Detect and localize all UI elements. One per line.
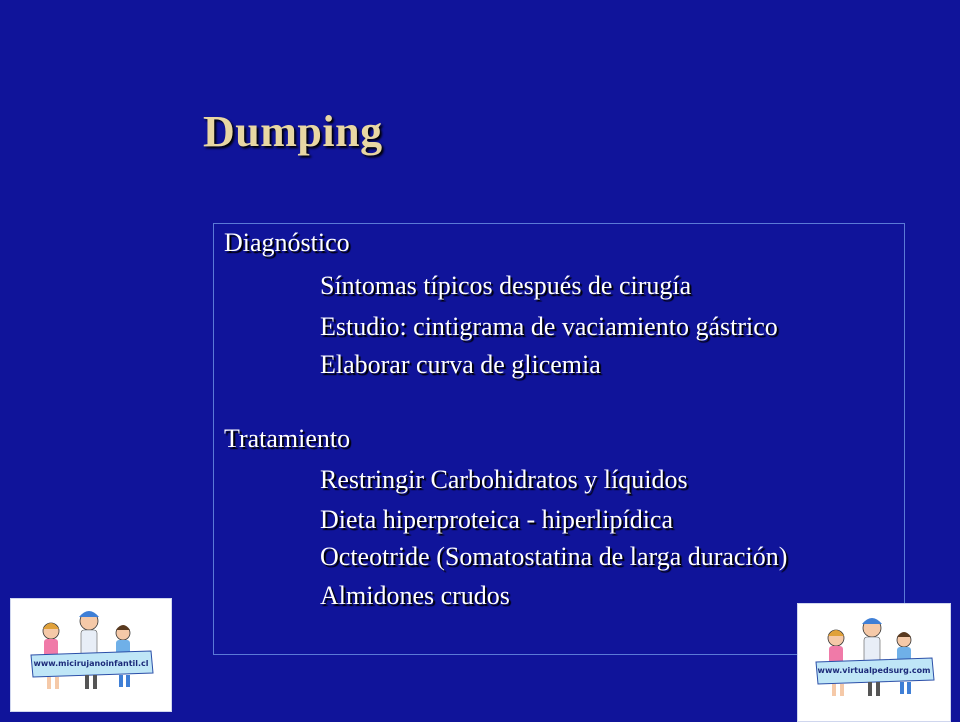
children-illustration-icon — [798, 604, 950, 721]
diagnostico-heading: Diagnóstico — [224, 228, 350, 257]
tratamiento-item: Octeotride (Somatostatina de larga duración) — [320, 542, 788, 571]
tratamiento-item: Dieta hiperproteica - hiperlipídica — [320, 505, 674, 534]
content-box — [213, 223, 905, 655]
children-illustration-icon — [11, 599, 171, 711]
left-logo-url: www.micirujanoinfantil.cl — [33, 659, 149, 668]
micirujanoinfantil-logo — [10, 598, 172, 712]
right-logo-url: www.virtualpedsurg.com — [817, 666, 931, 675]
tratamiento-item: Almidones crudos — [320, 581, 510, 610]
diagnostico-item: Síntomas típicos después de cirugía — [320, 271, 692, 300]
virtualpedsurg-logo — [797, 603, 951, 722]
slide-title: Dumping — [203, 107, 383, 156]
diagnostico-item: Estudio: cintigrama de vaciamiento gástrico — [320, 312, 778, 341]
tratamiento-heading: Tratamiento — [224, 424, 351, 453]
tratamiento-item: Restringir Carbohidratos y líquidos — [320, 465, 688, 494]
diagnostico-item: Elaborar curva de glicemia — [320, 350, 601, 379]
